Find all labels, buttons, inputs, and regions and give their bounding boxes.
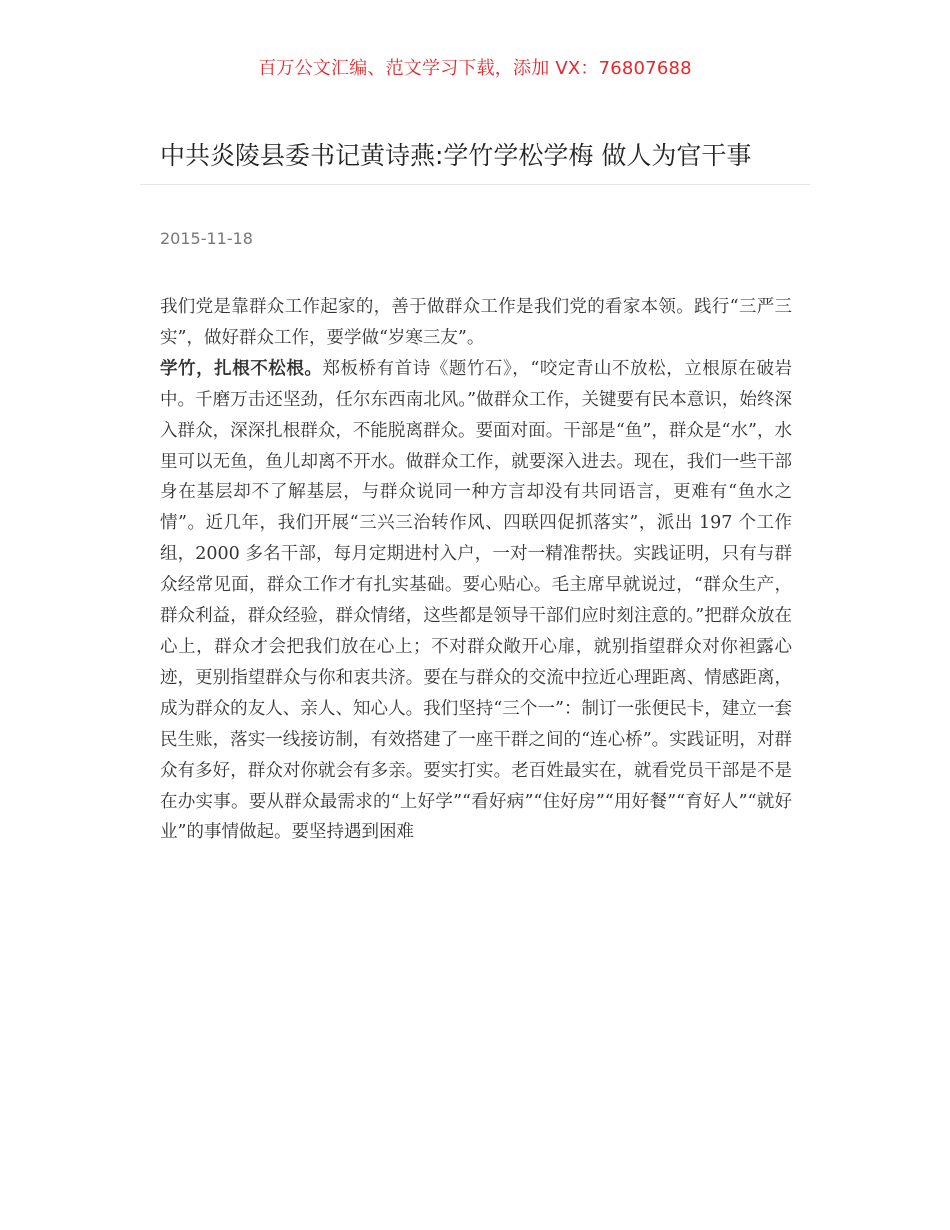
article-body — [160, 292, 792, 848]
section-text: 郑板桥有首诗《题竹石》，“咬定青山不放松，立根原在破岩中。千磨万击还坚劲，任尔东西南北风。”做群众工作，关键要有民本意识，始终深入群众，深深扎根群众，不能脱离群众。要面对面。干部是“鱼”，群众是“水”，水里可以无鱼，鱼儿却离不开水。做群众工作，就要深入进去。现在，我们一些干部身在基层却不了解基层，与群众说同一种方言却没有共同语言，更难有“鱼水之情”。近几年，我们开展“三兴三治转作风、四联四促抓落实”，派出 197 个工作组，2000 多名干部，每月定期进村入户，一对一精准帮扶。实践证明，只有与群众经常见面，群众工作才有扎实基础。要心贴心。毛主席早就说过，“群众生产，群众利益，群众经验，群众情绪，这些都是领导干部们应时刻注意的。”把群众放在心上，群众才会把我们放在心上；不对群众敞开心扉，就别指望群众对你袒露心迹，更别指望群众与你和衷共济。要在与群众的交流中拉近心理距离、情感距离，成为群众的友人、亲人、知心人。我们坚持“三个一”：制订一张便民卡，建立一套民生账，落实一线接访制，有效搭建了一座干群之间的“连心桥”。实践证明，对群众有多好，群众对你就会有多亲。要实打实。老百姓最实在，就看党员干部是不是在办实事。要从群众最需求的“上好学”“看好病”“住好房”“用好餐”“育好人”“就好业”的事情做起。要坚持遇到困难 — [160, 358, 792, 843]
title-divider — [140, 184, 810, 185]
promo-banner: 百万公文汇编、范文学习下载，添加 VX：76807688 — [258, 58, 692, 79]
intro-paragraph: 我们党是靠群众工作起家的，善于做群众工作是我们党的看家本领。践行“三严三实”，做好群众工作，要学做“岁寒三友”。 — [160, 297, 792, 348]
publish-date: 2015-11-18 — [160, 229, 253, 248]
article-title: 中共炎陵县委书记黄诗燕:学竹学松学梅 做人为官干事 — [160, 141, 752, 170]
section-lead: 学竹，扎根不松根。 — [160, 358, 323, 379]
section-paragraph — [160, 354, 792, 849]
